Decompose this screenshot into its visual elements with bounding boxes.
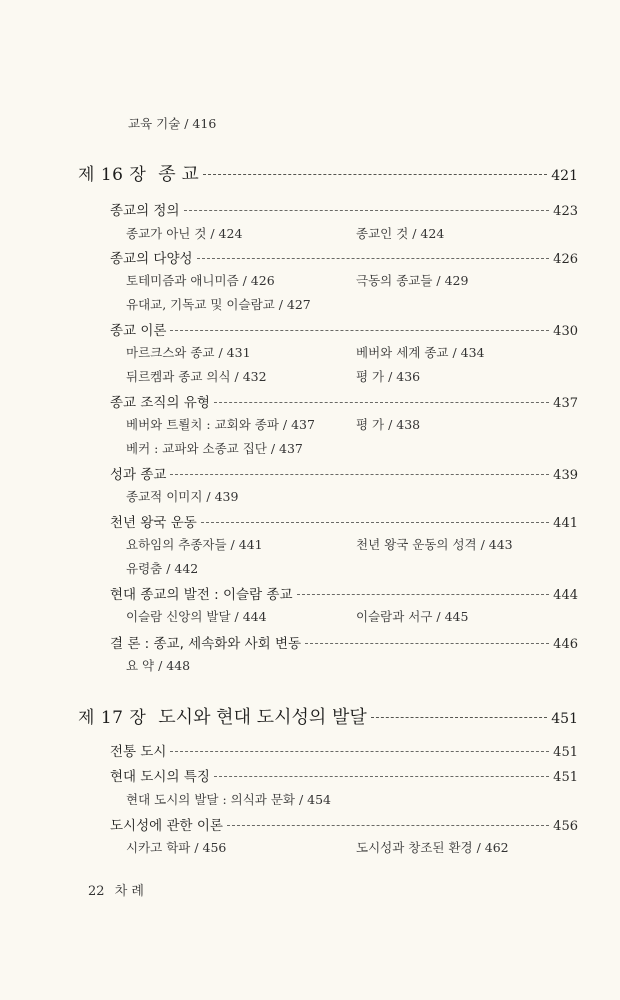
section-page: 451	[553, 770, 578, 785]
leader-dots	[197, 258, 550, 259]
sub-entry: 베버와 세계 종교 / 434	[356, 345, 485, 360]
section-page: 456	[553, 819, 578, 834]
section-title: 종교의 정의	[110, 203, 180, 219]
section-entry[interactable]	[110, 740, 578, 760]
sub-entry: 베버와 트뢸치 : 교회와 종파 / 437	[126, 417, 315, 432]
sub-entry: 이슬람 신앙의 발달 / 444	[126, 609, 267, 624]
section-title: 전통 도시	[110, 744, 167, 760]
leader-dots	[170, 751, 549, 752]
sub-entry: 교육 기술 / 416	[128, 116, 217, 131]
leader-dots	[170, 474, 549, 475]
chapter-title: 도시와 현대 도시성의 발달	[158, 707, 367, 728]
section-entry[interactable]	[110, 583, 578, 603]
leader-dots	[214, 776, 549, 777]
sub-entry: 시카고 학파 / 456	[126, 840, 227, 855]
chapter-label: 제 17 장	[78, 708, 147, 728]
section-entry[interactable]	[110, 391, 578, 411]
section-page: 437	[553, 396, 578, 411]
sub-entry: 베커 : 교파와 소종교 집단 / 437	[126, 441, 303, 456]
sub-entry: 요하임의 추종자들 / 441	[126, 537, 263, 552]
section-entry[interactable]	[110, 199, 578, 219]
section-title: 현대 도시의 특징	[110, 769, 210, 785]
leader-dots	[170, 330, 549, 331]
sub-entry: 평 가 / 438	[356, 417, 421, 432]
section-title: 성과 종교	[110, 467, 167, 483]
section-entry[interactable]	[110, 247, 578, 267]
chapter-page: 421	[551, 168, 578, 184]
section-page: 451	[553, 745, 578, 760]
sub-entry: 천년 왕국 운동의 성격 / 443	[356, 537, 513, 552]
sub-entry: 현대 도시의 발달 : 의식과 문화 / 454	[126, 792, 331, 807]
running-title: 차 례	[114, 884, 144, 899]
sub-entry: 도시성과 창조된 환경 / 462	[356, 840, 509, 855]
section-page: 430	[553, 324, 578, 339]
section-title: 도시성에 관한 이론	[110, 818, 223, 834]
leader-dots	[305, 643, 549, 644]
chapter-label: 제 16 장	[78, 165, 147, 185]
section-entry[interactable]	[110, 814, 578, 834]
sub-entry: 종교인 것 / 424	[356, 226, 445, 241]
section-title: 종교 조직의 유형	[110, 395, 210, 411]
sub-entry: 종교적 이미지 / 439	[126, 489, 239, 504]
sub-entry: 종교가 아닌 것 / 424	[126, 226, 243, 241]
section-entry[interactable]	[110, 319, 578, 339]
page-number: 22	[88, 884, 105, 899]
sub-entry: 극동의 종교들 / 429	[356, 273, 469, 288]
chapter-heading[interactable]	[78, 160, 578, 186]
section-title: 종교 이론	[110, 323, 167, 339]
section-title: 종교의 다양성	[110, 251, 193, 267]
chapter-title: 종 교	[158, 164, 199, 185]
section-title: 결 론 : 종교, 세속화와 사회 변동	[110, 636, 302, 652]
section-page: 444	[553, 588, 578, 603]
chapter-heading[interactable]	[78, 703, 578, 729]
leader-dots	[297, 594, 550, 595]
leader-dots	[214, 402, 549, 403]
leader-dots	[371, 717, 548, 718]
page-footer	[88, 880, 144, 899]
sub-entry: 마르크스와 종교 / 431	[126, 345, 251, 360]
sub-entry: 뒤르켐과 종교 의식 / 432	[126, 369, 267, 384]
section-page: 423	[553, 204, 578, 219]
leader-dots	[203, 174, 547, 175]
leader-dots	[201, 522, 549, 523]
section-entry[interactable]	[110, 632, 578, 652]
section-entry[interactable]	[110, 765, 578, 785]
sub-entry: 요 약 / 448	[126, 658, 191, 673]
chapter-page: 451	[551, 711, 578, 727]
section-entry[interactable]	[110, 511, 578, 531]
sub-entry: 유대교, 기독교 및 이슬람교 / 427	[126, 297, 311, 312]
section-entry[interactable]	[110, 463, 578, 483]
leader-dots	[227, 825, 549, 826]
section-title: 천년 왕국 운동	[110, 515, 197, 531]
sub-entry: 토테미즘과 애니미즘 / 426	[126, 273, 275, 288]
sub-entry: 이슬람과 서구 / 445	[356, 609, 469, 624]
section-title: 현대 종교의 발전 : 이슬람 종교	[110, 587, 293, 603]
section-page: 426	[553, 252, 578, 267]
leader-dots	[184, 210, 550, 211]
sub-entry: 유령춤 / 442	[126, 561, 199, 576]
section-page: 441	[553, 516, 578, 531]
section-page: 446	[553, 637, 578, 652]
sub-entry: 평 가 / 436	[356, 369, 421, 384]
section-page: 439	[553, 468, 578, 483]
